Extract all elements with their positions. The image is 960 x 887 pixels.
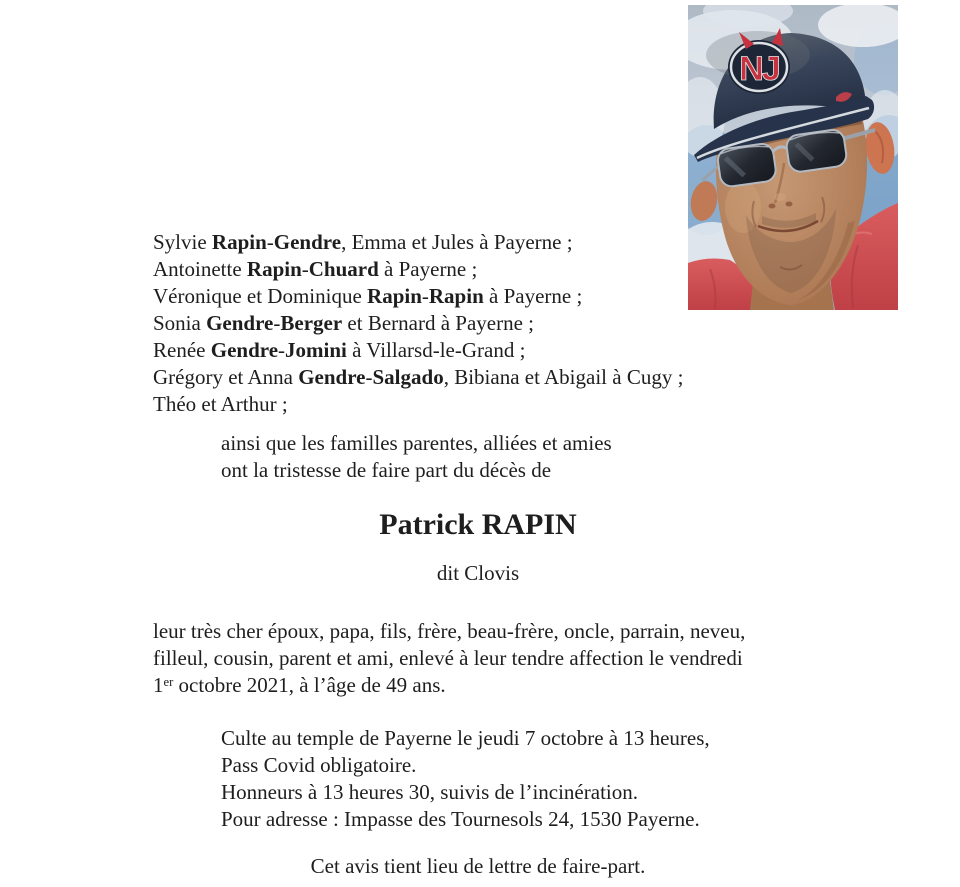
family-list	[153, 229, 683, 418]
intro-line: ont la tristesse de faire part du décès de	[221, 458, 552, 482]
family-line: Véronique et Dominique Rapin-Rapin à Payerne ;	[153, 284, 583, 308]
family-line: Antoinette Rapin-Chuard à Payerne ;	[153, 257, 478, 281]
tribute-line: filleul, cousin, parent et ami, enlevé à leur tendre affection le vendredi	[153, 646, 743, 670]
family-line: Sylvie Rapin-Gendre, Emma et Jules à Payerne ;	[153, 230, 573, 254]
family-line: Théo et Arthur ;	[153, 392, 288, 416]
family-line: Sonia Gendre-Berger et Bernard à Payerne ;	[153, 311, 535, 335]
tribute-paragraph	[153, 618, 745, 702]
portrait-photo	[688, 5, 898, 310]
nickname: dit Clovis	[436, 561, 520, 585]
family-line: Grégory et Anna Gendre-Salgado, Bibiana et Abigail à Cugy ;	[153, 365, 684, 389]
service-line: Honneurs à 13 heures 30, suivis de l’incinération.	[221, 780, 638, 804]
service-line: Pass Covid obligatoire.	[221, 753, 417, 777]
tribute-line: 1er octobre 2021, à l’âge de 49 ans.	[153, 673, 446, 697]
service-details	[221, 725, 710, 833]
portrait-illustration	[688, 5, 898, 310]
tribute-line: leur très cher époux, papa, fils, frère, beau-frère, oncle, parrain, neveu,	[153, 619, 746, 643]
intro-paragraph	[221, 430, 612, 484]
service-line: Pour adresse : Impasse des Tournesols 24, 1530 Payerne.	[221, 807, 700, 831]
family-line: Renée Gendre-Jomini à Villarsd-le-Grand ;	[153, 338, 526, 362]
closing-note: Cet avis tient lieu de lettre de faire-part.	[310, 854, 646, 878]
service-line: Culte au temple de Payerne le jeudi 7 octobre à 13 heures,	[221, 726, 710, 750]
intro-line: ainsi que les familles parentes, alliées et amies	[221, 431, 612, 455]
devils-logo-monogram: NJ	[739, 50, 779, 88]
deceased-name: Patrick RAPIN	[379, 508, 577, 541]
